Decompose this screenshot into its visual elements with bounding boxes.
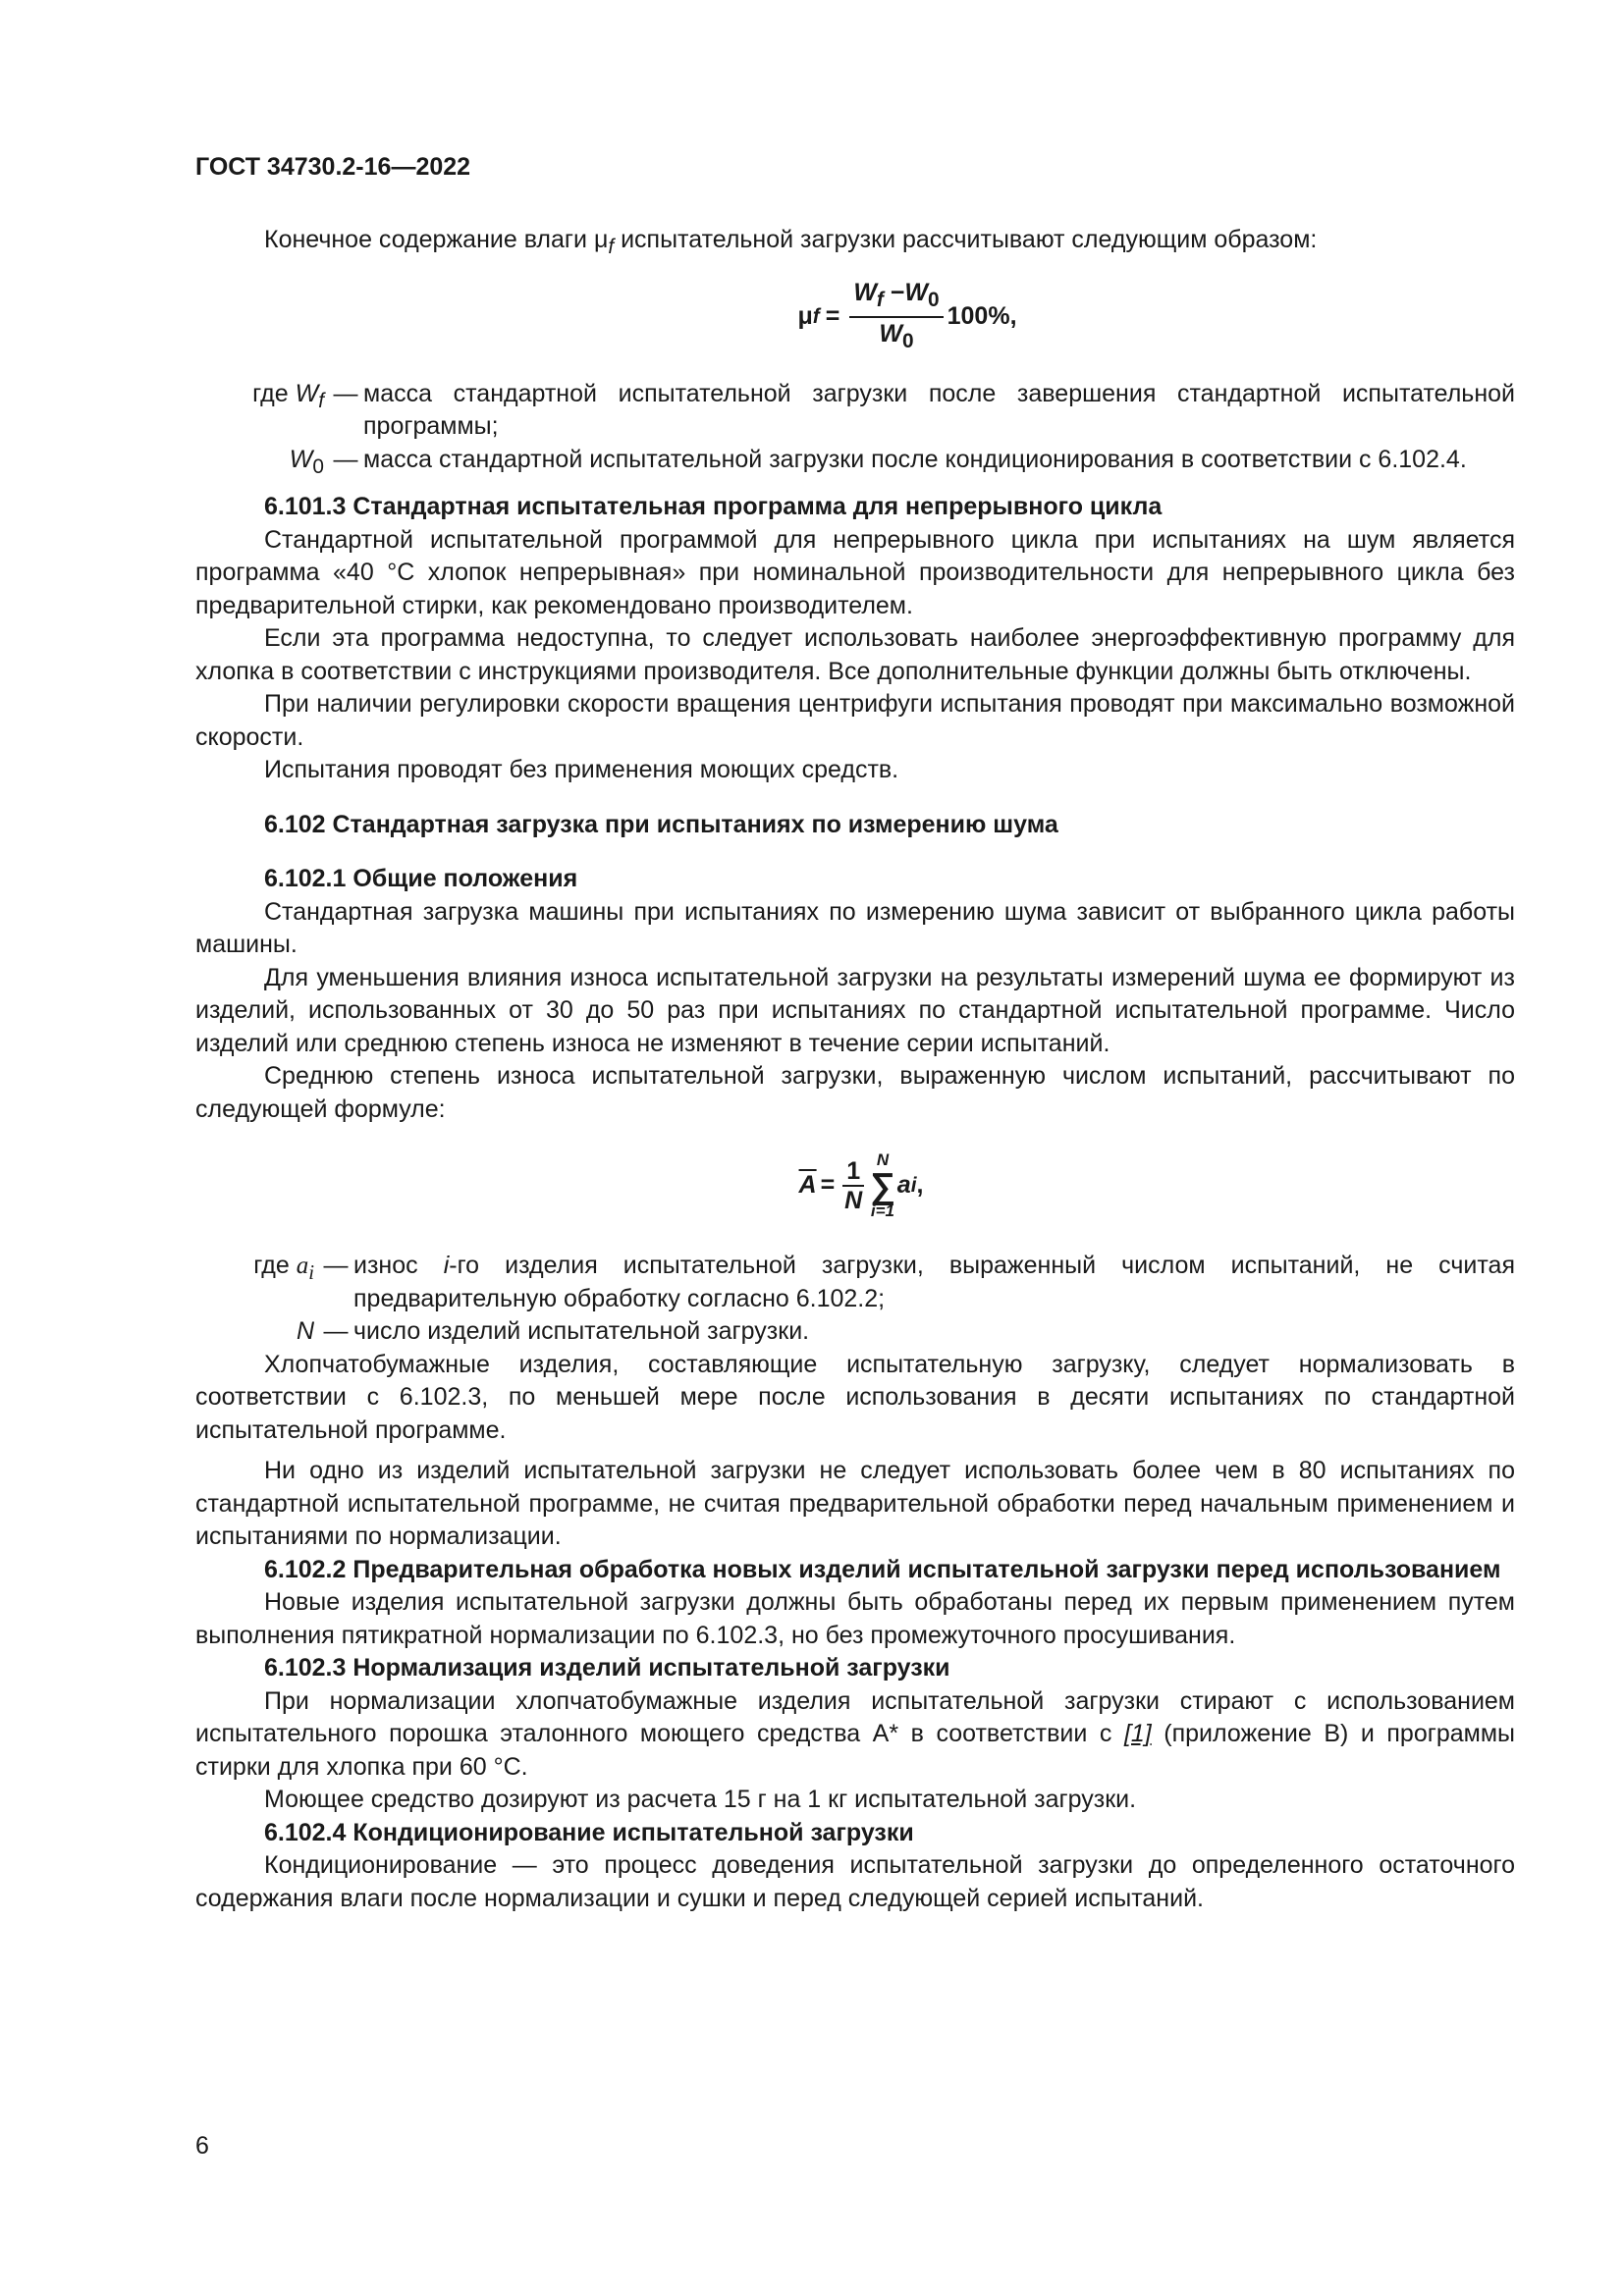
heading-6-102: 6.102 Стандартная загрузка при испытаниях по измерению шума [264, 810, 1058, 838]
heading-6-101-3: 6.101.3 Стандартная испытательная программа для непрерывного цикла [264, 493, 1163, 520]
paragraph: Хлопчатобумажные изделия, составляющие испытательную загрузку, следует нормализовать в соответствии с 6.102.3, по меньшей мере после использования в десяти испытаниях по стандартной испытательной программе. [195, 1350, 1515, 1444]
term-symbol: W [295, 379, 319, 407]
def-dash: — [333, 379, 358, 407]
fraction-denominator: N [844, 1187, 863, 1214]
intro-paragraph [195, 224, 1515, 264]
paragraph [195, 1685, 1515, 1785]
where-word: где [253, 1252, 297, 1279]
def-text-w0: масса стандартной испытательной загрузки после кондиционирования в соответствии с 6.102.4. [363, 445, 1467, 473]
heading-6-102-1: 6.102.1 Общие положения [264, 865, 578, 892]
heading-6-102-4: 6.102.4 Кондиционирование испытательной загрузки [264, 1818, 914, 1846]
intro-text: Конечное содержание влаги μ [264, 226, 609, 253]
paragraph: Испытания проводят без применения моющих средств. [264, 756, 899, 783]
paragraph: Моющее средство дозируют из расчета 15 г на 1 кг испытательной загрузки. [264, 1786, 1137, 1813]
numerator-w0-sub: 0 [928, 288, 940, 311]
numerator-w: W [853, 278, 877, 306]
document-id: ГОСТ 34730.2-16—2022 [195, 153, 471, 181]
numerator-w-sub: f [876, 288, 884, 311]
formula-a-bar: $\overline{A}$ [798, 1171, 817, 1200]
term-symbol: W [289, 445, 313, 473]
denominator-w-sub: 0 [901, 329, 914, 352]
sum-upper-limit: N [876, 1150, 890, 1169]
intro-text-end: испытательной загрузки рассчитывают следующим образом: [614, 226, 1318, 253]
where-word: где [252, 379, 296, 407]
page-number: 6 [195, 2132, 209, 2160]
def-term-w0 [186, 444, 328, 484]
def-dash: — [323, 1317, 349, 1345]
intro-subscript: f [608, 236, 615, 258]
def-dash: — [333, 445, 358, 473]
formula-mu-subscript: f [812, 304, 820, 328]
paragraph-text: При нормализации хлопчатобумажные изделия испытательной загрузки стирают с использованием испытательного порошка эталонного моющего средства А* в соответствии с [195, 1686, 1515, 1747]
numerator-minus: − [890, 278, 905, 306]
paragraph: Среднюю степень износа испытательной загрузки, выраженную числом испытаний, рассчитывают по следующей формуле: [195, 1062, 1515, 1123]
paragraph: Для уменьшения влияния износа испытательной загрузки на результаты измерений шума ее формируют из изделий, использованных от 30 до 50 раз при испытаниях по стандартной испытательной программе. Число изделий или среднюю степень износа не изменяют в течение серии испытаний. [195, 963, 1515, 1057]
term-symbol: a [296, 1253, 309, 1279]
paragraph-text: (приложение В) и программы стирки для хлопка при 60 °С. [195, 1720, 1516, 1781]
paragraph: Если эта программа недоступна, то следует использовать наиболее энергоэффективную программу для хлопка в соответствии с инструкциями производителя. Все дополнительные функции должны быть отключены. [195, 624, 1515, 685]
formula-a-subscript: i [910, 1174, 917, 1198]
heading-6-102-2: 6.102.2 Предварительная обработка новых изделий испытательной загрузки перед использованием [264, 1555, 1501, 1583]
sum-symbol: ∑ [870, 1165, 895, 1205]
def-text-wf: масса стандартной испытательной загрузки после завершения стандартной испытательной программы; [363, 379, 1515, 440]
def-term-wf [186, 378, 328, 444]
paragraph: Стандартная загрузка машины при испытаниях по измерению шума зависит от выбранного цикла работы машины. [195, 897, 1515, 958]
fraction-denominator [879, 318, 913, 356]
formula-fraction [842, 1158, 864, 1213]
formula-comma: , [916, 1171, 924, 1200]
paragraph: При наличии регулировки скорости вращения центрифуги испытания проводят при максимально возможной скорости. [195, 690, 1515, 751]
reference-link[interactable]: [1] [1123, 1720, 1152, 1747]
term-subscript: 0 [312, 454, 324, 478]
def-term-ai [186, 1250, 318, 1315]
def-text-ai [353, 1250, 1515, 1315]
formula-equals: = [825, 301, 840, 330]
page-content [195, 224, 1515, 1915]
term-subscript: i [308, 1260, 314, 1284]
paragraph: Ни одно из изделий испытательной загрузки не следует использовать более чем в 80 испытаниях по стандартной испытательной программе, не считая предварительной обработки перед начальным применением и испытаниями по нормализации. [195, 1457, 1515, 1550]
formula-fraction [849, 278, 943, 356]
sum-sign [870, 1151, 895, 1220]
paragraph: Стандартной испытательной программой для непрерывного цикла при испытаниях на шум является программа «40 °С хлопок непрерывная» при номинальной производительности для непрерывного цикла без предварительной стирки, как рекомендовано производителем. [195, 525, 1515, 619]
formula-tail: 100%, [947, 301, 1017, 330]
numerator-w0: W [904, 278, 929, 306]
formula-equals: = [820, 1171, 836, 1200]
wear-formula [195, 1151, 1515, 1220]
def-text-part: -го изделия испытательной загрузки, выраженный числом испытаний, не считая предварительную обработку согласно 6.102.2; [353, 1252, 1516, 1312]
def-text-italic: i [443, 1252, 450, 1279]
denominator-w: W [879, 319, 902, 347]
paragraph: Кондиционирование — это процесс доведения испытательной загрузки до определенного остаточного содержания влаги после нормализации и сушки и перед следующей серией испытаний. [195, 1851, 1515, 1912]
moisture-formula [195, 278, 1515, 356]
heading-6-102-3: 6.102.3 Нормализация изделий испытательной загрузки [264, 1654, 950, 1682]
def-text-part: износ [353, 1252, 444, 1279]
formula-a: a [896, 1171, 911, 1200]
formula-mu: μ [797, 301, 813, 330]
term-subscript: f [318, 389, 324, 412]
def-dash: — [323, 1252, 349, 1279]
sum-lower-limit: i=1 [870, 1201, 895, 1220]
fraction-numerator: 1 [842, 1158, 864, 1187]
def-text-n: число изделий испытательной загрузки. [353, 1317, 810, 1345]
definitions-list-2 [195, 1250, 1515, 1349]
paragraph: Новые изделия испытательной загрузки должны быть обработаны перед их первым применением путем выполнения пятикратной нормализации по 6.102.3, но без промежуточного просушивания. [195, 1588, 1515, 1649]
definitions-list-1 [195, 378, 1515, 484]
fraction-numerator [849, 278, 943, 318]
def-term-n: N [296, 1317, 314, 1345]
